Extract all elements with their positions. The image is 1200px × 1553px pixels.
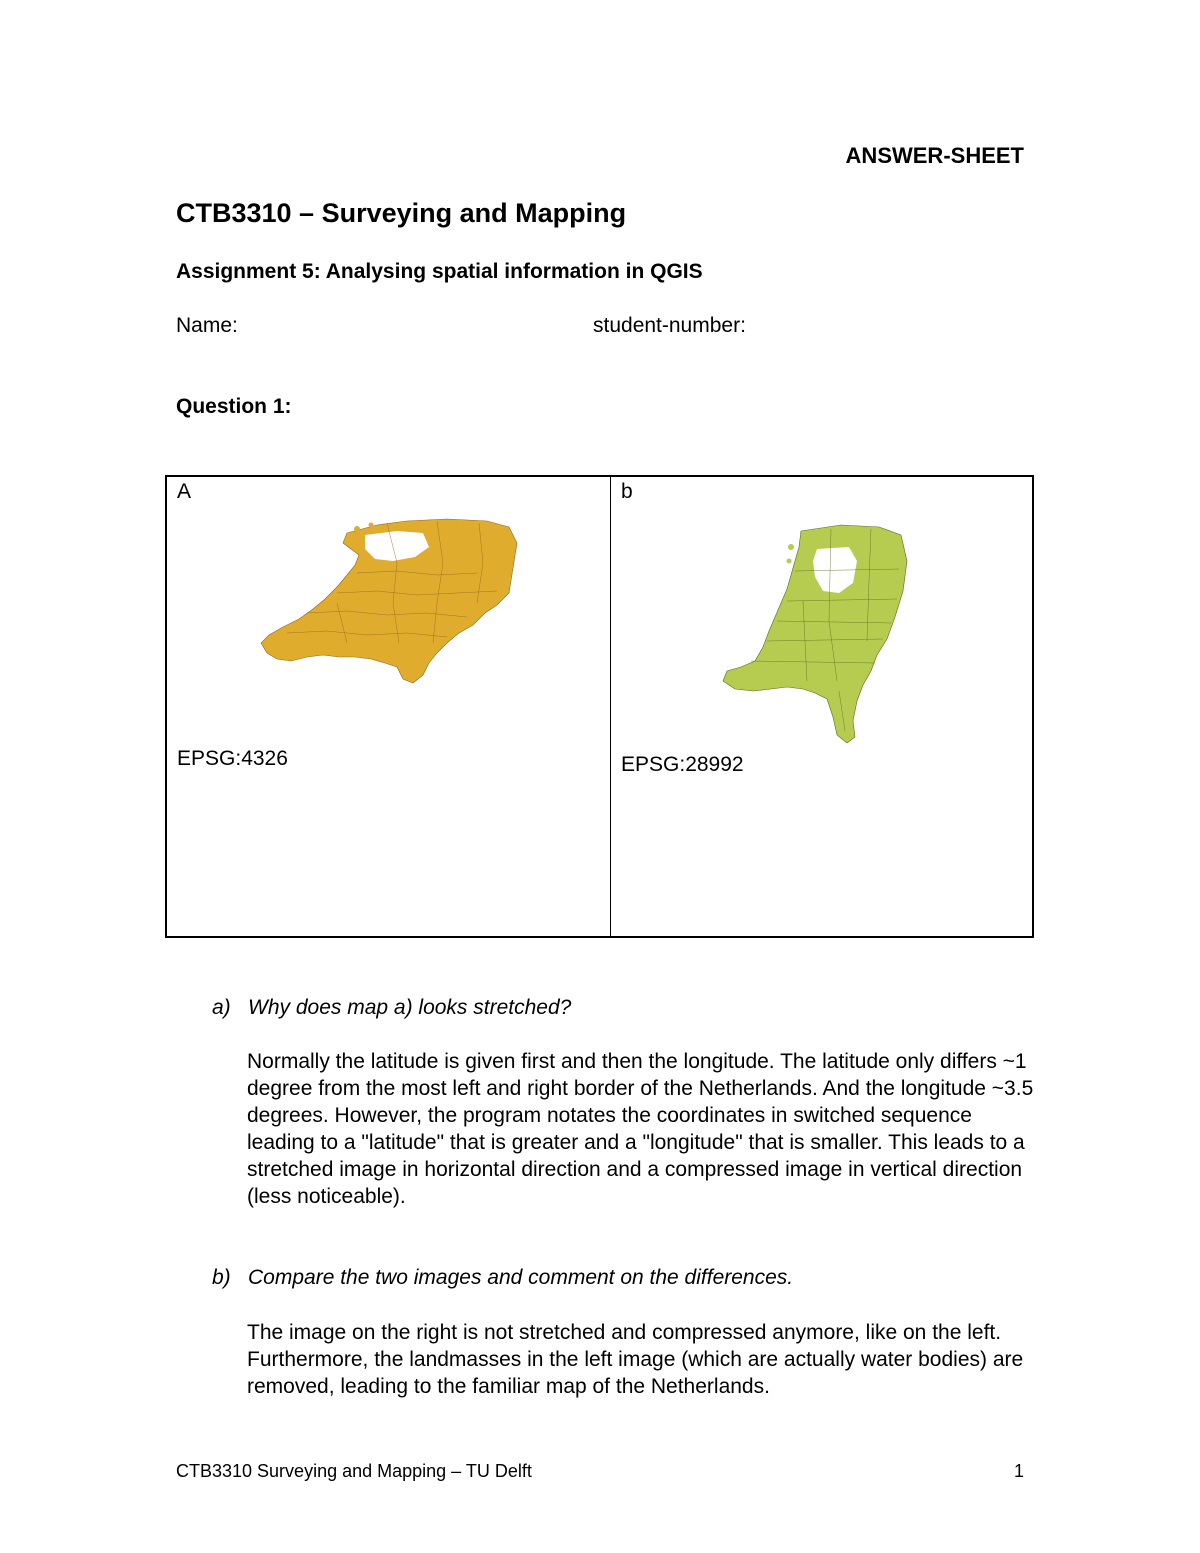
answer-sheet-label: ANSWER-SHEET bbox=[845, 143, 1024, 168]
student-number-label: student-number: bbox=[593, 314, 746, 337]
map-comparison-table bbox=[165, 475, 1034, 938]
question-title: Question 1: bbox=[176, 395, 292, 418]
assignment-title: Assignment 5: Analysing spatial information in QGIS bbox=[176, 260, 703, 283]
footer-course: CTB3310 Surveying and Mapping – TU Delft bbox=[176, 1461, 532, 1481]
question-a-prompt bbox=[212, 996, 571, 1020]
cell-label-a: A bbox=[177, 480, 192, 503]
question-b-letter: b) bbox=[212, 1266, 231, 1289]
map-cell-b bbox=[611, 477, 1032, 936]
answer-a-text: Normally the latitude is given first and then the longitude. The latitude only differs ~1 degree from the most left and right border of the Netherlands. And the longitude ~3.5 degrees. However, the program notates the coordinates in switched sequence leading to a "latitude" that is greater and a "longitude" that is smaller. This leads to a stretched image in horizontal direction and a compressed image in vertical direction (less noticeable). bbox=[247, 1050, 1034, 1208]
map-cell-a bbox=[167, 477, 611, 936]
question-b-prompt bbox=[212, 1266, 793, 1290]
question-b-text: Compare the two images and comment on the differences. bbox=[248, 1266, 794, 1289]
netherlands-map-epsg28992 bbox=[711, 521, 921, 751]
cell-label-b: b bbox=[621, 480, 633, 503]
name-label: Name: bbox=[176, 314, 238, 337]
epsg-label-a: EPSG:4326 bbox=[177, 747, 288, 770]
footer-page-number: 1 bbox=[1014, 1461, 1025, 1481]
answer-b-text: The image on the right is not stretched and compressed anymore, like on the left. Furthermore, the landmasses in the left image (which are actually water bodies) are removed, leading to the familiar map of the Netherlands. bbox=[247, 1321, 1024, 1398]
question-a-letter: a) bbox=[212, 996, 231, 1019]
netherlands-map-epsg4326 bbox=[247, 513, 537, 693]
course-title: CTB3310 – Surveying and Mapping bbox=[176, 198, 627, 228]
question-a-text: Why does map a) looks stretched? bbox=[248, 996, 572, 1019]
epsg-label-b: EPSG:28992 bbox=[621, 753, 744, 776]
